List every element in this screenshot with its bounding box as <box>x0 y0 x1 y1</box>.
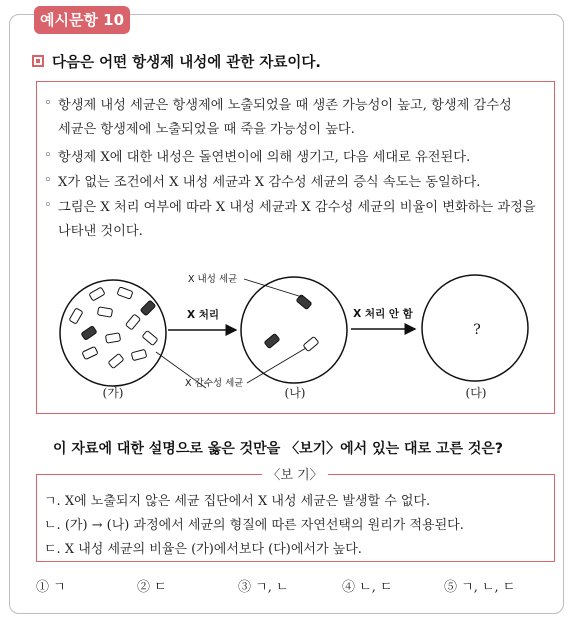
question-title: 다음은 어떤 항생제 내성에 관한 자료이다. <box>52 55 321 71</box>
bacteria-group-ga <box>69 287 158 369</box>
bullet-1-line-2: 세균은 항생제에 노출되었을 때 죽을 가능성이 높다. <box>58 122 355 137</box>
susceptible-cell <box>303 336 319 351</box>
bullet-marker: ◦ <box>44 173 52 188</box>
resistant-cell <box>296 294 312 309</box>
bogi-item-3: ㄷ. X 내성 세균의 비율은 (가)에서보다 (다)에서가 높다. <box>44 542 362 557</box>
unknown-mark: ? <box>473 322 481 338</box>
label-resistant: X 내성 세균 <box>188 274 238 285</box>
susceptible-cell <box>82 346 98 359</box>
circle-label-ga: (가) <box>102 386 124 400</box>
bullet-1-line-1: 항생제 내성 세균은 항생제에 노출되었을 때 생존 가능성이 높고, 항생제 감수성 <box>58 98 512 113</box>
bogi-item-2: ㄴ. (가) → (나) 과정에서 세균의 형질에 따른 자연선택의 원리가 적용된다. <box>44 518 464 533</box>
question-prompt: 이 자료에 대한 설명으로 옳은 것만을 〈보기〉에서 있는 대로 고른 것은? <box>53 441 504 457</box>
resistant-cell <box>264 333 280 348</box>
bullet-3-line-1: X가 없는 조건에서 X 내성 세균과 X 감수성 세균의 증식 속도는 동일하다. <box>58 175 481 190</box>
choice-2[interactable]: ② ㄷ <box>137 580 167 595</box>
susceptible-cell <box>117 287 133 299</box>
circle-na <box>241 277 347 383</box>
bogi-label: 〈보 기〉 <box>262 464 328 483</box>
bullet-4-line-2: 나타낸 것이다. <box>58 224 143 239</box>
resistant-cell <box>81 326 97 341</box>
bullet-4-line-1: 그림은 X 처리 여부에 따라 X 내성 세균과 X 감수성 세균의 비율이 변화하는 과정을 <box>58 200 536 215</box>
bullet-marker: ◦ <box>44 198 52 213</box>
circle-label-da: (다) <box>465 386 487 400</box>
susceptible-cell <box>97 307 112 317</box>
arrow-x-treatment-label: X 처리 <box>186 309 220 321</box>
bogi-item-1: ㄱ. X에 노출되지 않은 세균 집단에서 X 내성 세균은 발생할 수 없다. <box>44 494 431 509</box>
susceptible-cell <box>125 314 140 330</box>
susceptible-cell <box>142 330 158 345</box>
susceptible-cell <box>108 353 124 368</box>
susceptible-cell <box>105 333 120 343</box>
susceptible-cell <box>131 349 147 360</box>
bullet-marker: ◦ <box>44 148 52 163</box>
choice-1[interactable]: ① ㄱ <box>36 580 66 595</box>
circle-label-na: (나) <box>284 386 306 400</box>
arrow-no-treatment-label: X 처리 안 함 <box>353 308 413 320</box>
susceptible-cell <box>89 287 105 301</box>
resistant-cell <box>140 300 156 316</box>
leader-line-susceptible <box>247 348 306 383</box>
susceptible-cell <box>69 308 83 324</box>
bullet-2-line-1: 항생제 X에 대한 내성은 돌연변이에 의해 생기고, 다음 세대로 유전된다. <box>58 150 471 165</box>
choice-3[interactable]: ③ ㄱ, ㄴ <box>238 580 289 595</box>
label-susceptible: X 감수성 세균 <box>185 378 244 389</box>
question-number-badge: 예시문항 10 <box>34 6 130 34</box>
choice-4[interactable]: ④ ㄴ, ㄷ <box>342 580 393 595</box>
choice-5[interactable]: ⑤ ㄱ, ㄴ, ㄷ <box>444 580 516 595</box>
bullet-marker: ◦ <box>44 96 52 111</box>
